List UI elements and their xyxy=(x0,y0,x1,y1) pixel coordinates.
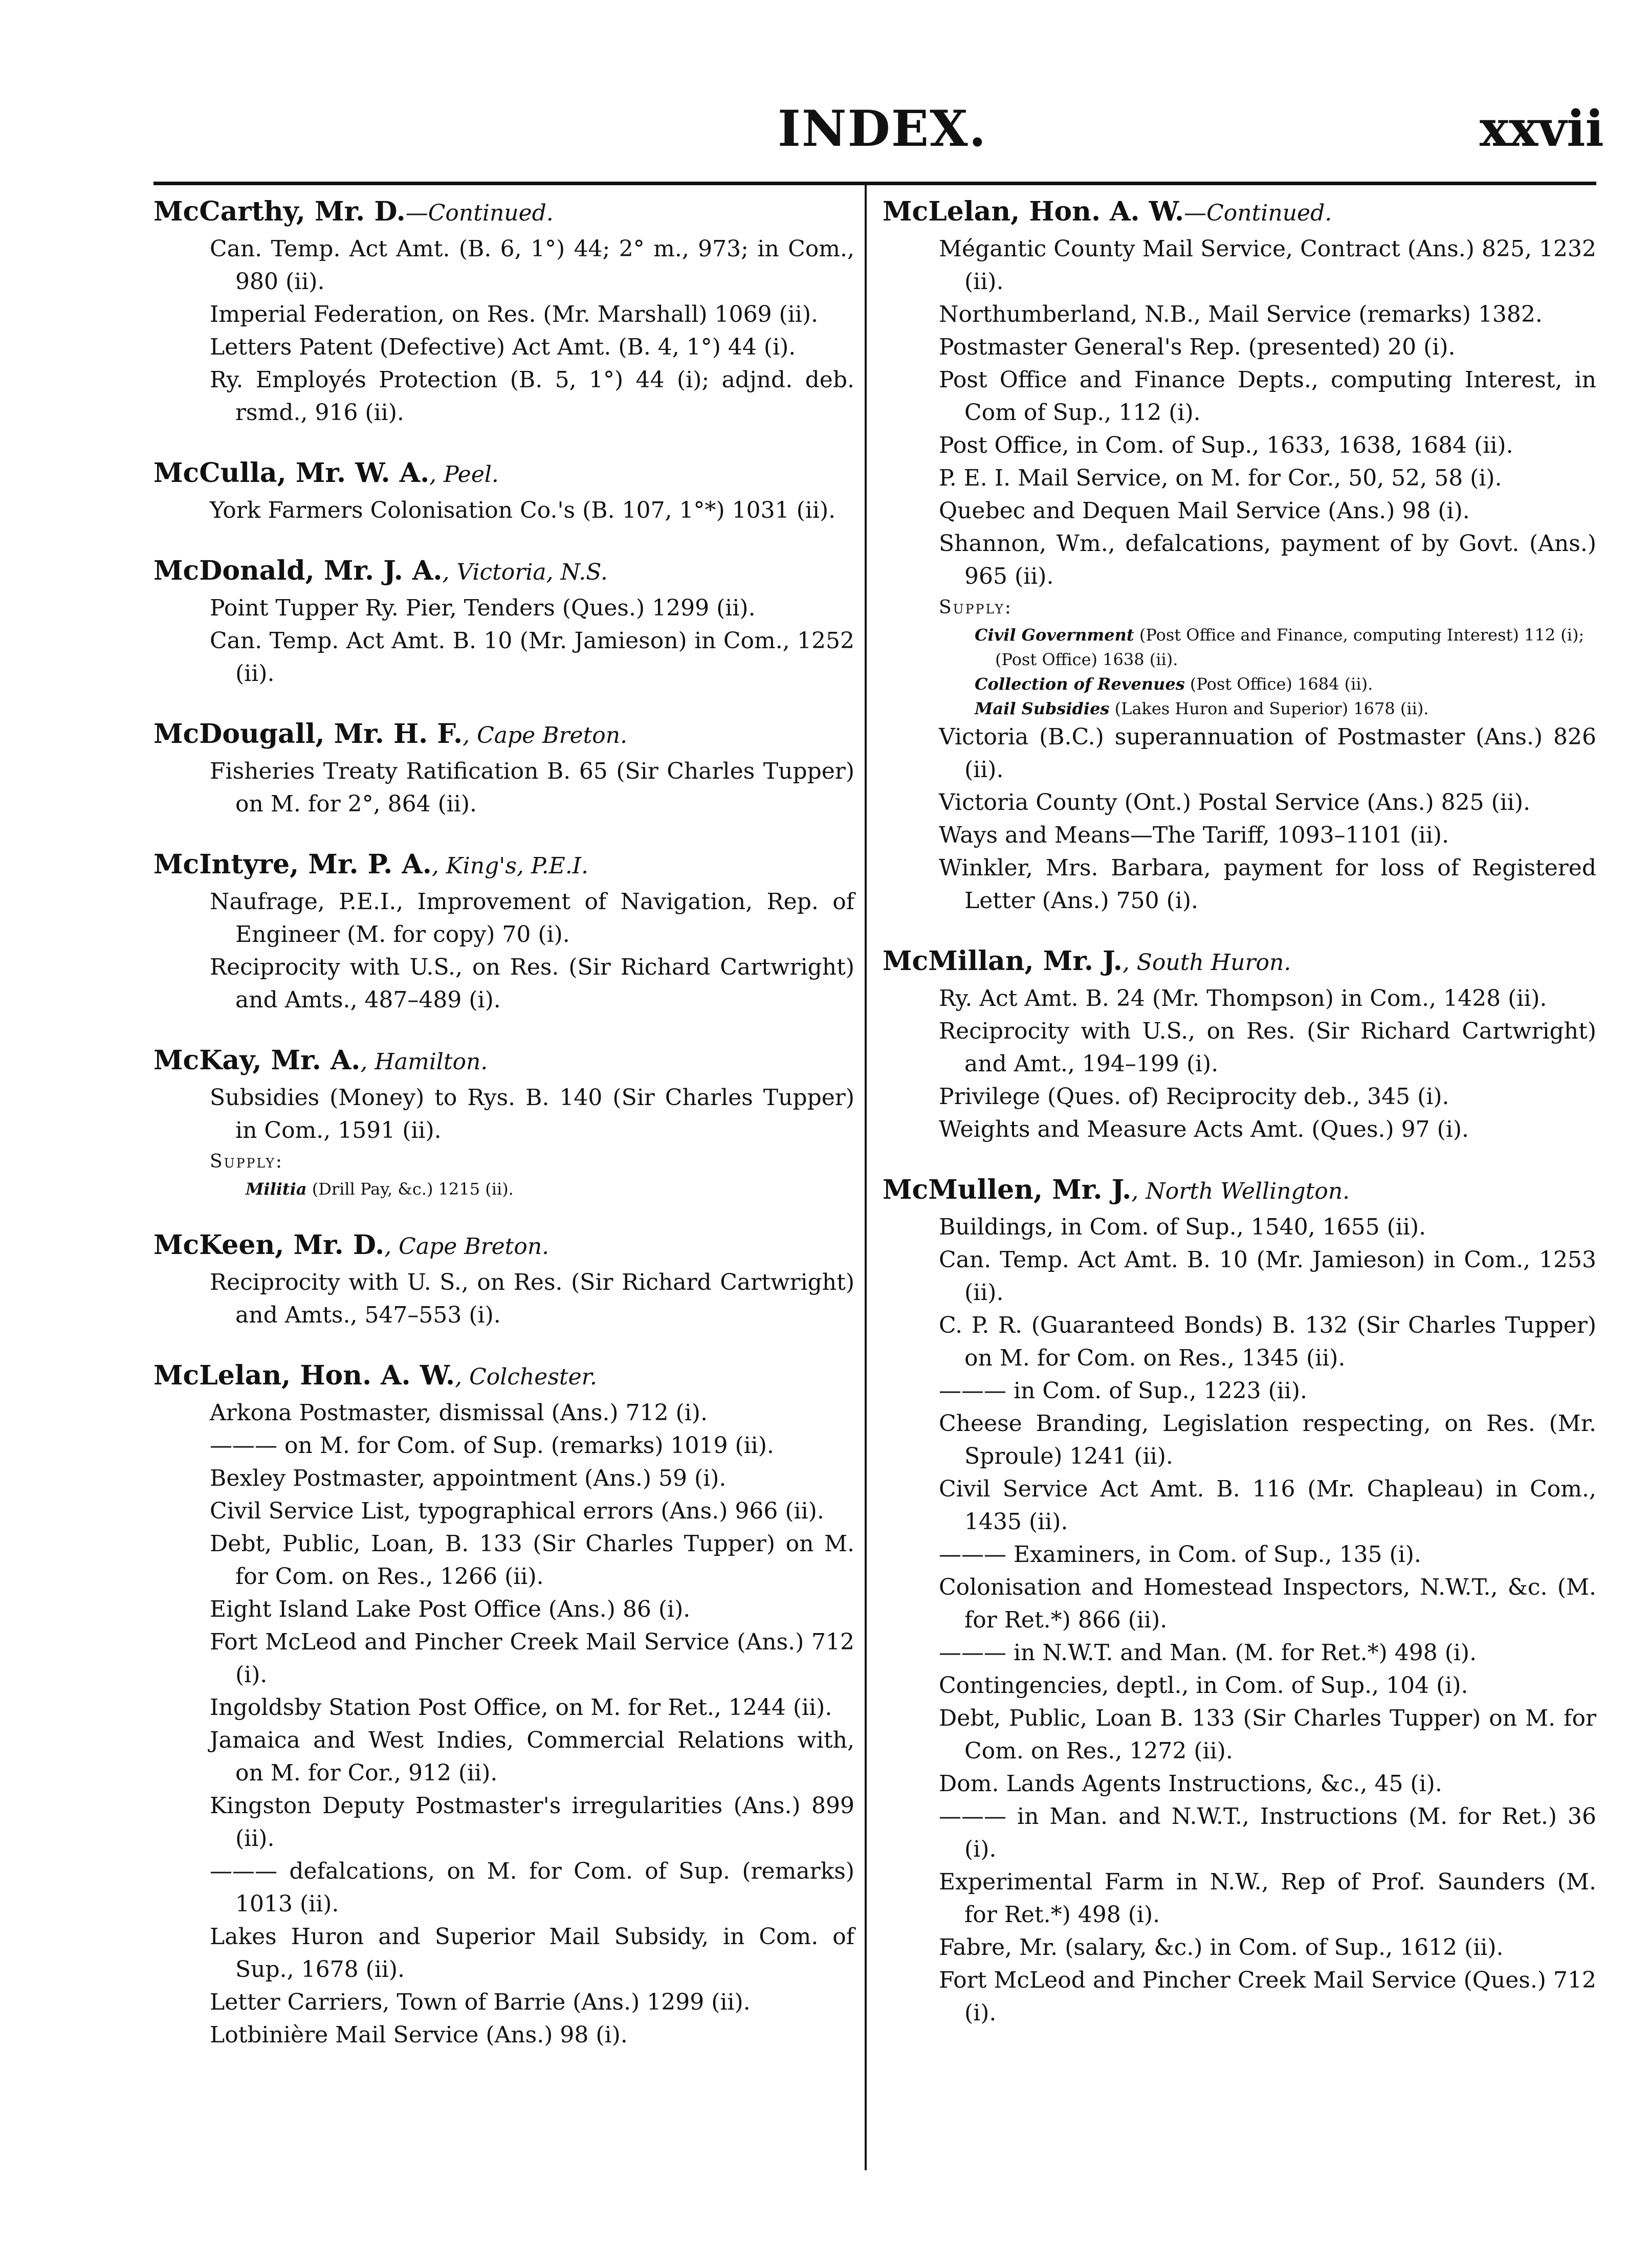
index-item: Postmaster General's Rep. (presented) 20 (i). xyxy=(939,334,1456,360)
member-name: McDonald, Mr. J. A. xyxy=(153,555,443,586)
index-item: Ry. Employés Protection (B. 5, 1°) 44 (i); adjnd. deb. rsmd., 916 (ii). xyxy=(210,367,854,426)
index-item: Winkler, Mrs. Barbara, payment for loss of Registered Letter (Ans.) 750 (i). xyxy=(939,855,1596,914)
supply-item xyxy=(246,1177,854,1201)
supply-heading: Militia xyxy=(246,1179,307,1199)
entry-heading xyxy=(883,944,1596,980)
page-title: INDEX. xyxy=(778,100,987,158)
index-item: Debt, Public, Loan B. 133 (Sir Charles Tupper) on M. for Com. on Res., 1272 (ii). xyxy=(939,1705,1596,1764)
entry-qualifier: , Colchester. xyxy=(455,1364,597,1390)
member-name: McKeen, Mr. D. xyxy=(153,1229,385,1261)
member-name: McKay, Mr. A. xyxy=(153,1045,361,1076)
index-item: Bexley Postmaster, appointment (Ans.) 59 (i). xyxy=(210,1465,727,1491)
entry-heading xyxy=(153,194,854,231)
index-item: Victoria (B.C.) superannuation of Postmaster (Ans.) 826 (ii). xyxy=(939,724,1596,783)
index-item: Privilege (Ques. of) Reciprocity deb., 345 (i). xyxy=(939,1084,1449,1110)
index-item: Subsidies (Money) to Rys. B. 140 (Sir Charles Tupper) in Com., 1591 (ii). xyxy=(210,1085,854,1143)
index-item: Civil Service Act Amt. B. 116 (Mr. Chapleau) in Com., 1435 (ii). xyxy=(939,1476,1596,1535)
supply-item xyxy=(975,696,1596,721)
index-item: ——— in Com. of Sup., 1223 (ii). xyxy=(939,1378,1308,1404)
supply-item xyxy=(975,623,1596,672)
index-item: Can. Temp. Act Amt. (B. 6, 1°) 44; 2° m., 973; in Com., 980 (ii). xyxy=(210,236,854,295)
index-item: Reciprocity with U.S., on Res. (Sir Richard Cartwright) and Amt., 194–199 (i). xyxy=(939,1018,1596,1077)
index-item: Jamaica and West Indies, Commercial Relations with, on M. for Cor., 912 (ii). xyxy=(210,1727,854,1786)
index-item: Lakes Huron and Superior Mail Subsidy, in Com. of Sup., 1678 (ii). xyxy=(210,1924,854,1983)
entry-qualifier: , Victoria, N.S. xyxy=(442,559,608,585)
index-entry xyxy=(153,456,854,527)
entry-qualifier: , Cape Breton. xyxy=(384,1234,549,1260)
index-item: Fisheries Treaty Ratification B. 65 (Sir Charles Tupper) on M. for 2°, 864 (ii). xyxy=(210,758,854,817)
index-entry xyxy=(153,1358,854,2052)
entry-heading xyxy=(153,456,854,492)
entry-qualifier: , King's, P.E.I. xyxy=(431,853,589,879)
index-entry xyxy=(153,554,854,690)
index-item: Fabre, Mr. (salary, &c.) in Com. of Sup., 1612 (ii). xyxy=(939,1934,1504,1961)
column-divider xyxy=(865,185,867,2170)
index-item: Dom. Lands Agents Instructions, &c., 45 (i). xyxy=(939,1771,1442,1797)
index-item: ——— Examiners, in Com. of Sup., 135 (i). xyxy=(939,1542,1421,1568)
index-item: Post Office, in Com. of Sup., 1633, 1638, 1684 (ii). xyxy=(939,432,1513,458)
supply-heading: Collection of Revenues xyxy=(975,674,1185,694)
member-name: McMullen, Mr. J. xyxy=(883,1174,1132,1205)
index-item: Letter Carriers, Town of Barrie (Ans.) 1299 (ii). xyxy=(210,1989,751,2015)
index-item: ——— in N.W.T. and Man. (M. for Ret.*) 498 (i). xyxy=(939,1640,1477,1666)
index-item: Northumberland, N.B., Mail Service (remarks) 1382. xyxy=(939,301,1543,327)
index-item: Debt, Public, Loan, B. 133 (Sir Charles Tupper) on M. for Com. on Res., 1266 (ii). xyxy=(210,1531,854,1590)
index-item: Quebec and Dequen Mail Service (Ans.) 98 (i). xyxy=(939,498,1470,524)
index-item: Colonisation and Homestead Inspectors, N.W.T., &c. (M. for Ret.*) 866 (ii). xyxy=(939,1574,1596,1633)
index-item: Victoria County (Ont.) Postal Service (Ans.) 825 (ii). xyxy=(939,789,1531,816)
header-rule xyxy=(153,182,1596,185)
index-entry xyxy=(153,194,854,429)
entry-qualifier: , South Huron. xyxy=(1122,950,1291,976)
member-name: McLelan, Hon. A. W. xyxy=(153,1360,455,1391)
index-item: Ry. Act Amt. B. 24 (Mr. Thompson) in Com., 1428 (ii). xyxy=(939,985,1547,1011)
index-item: Mégantic County Mail Service, Contract (Ans.) 825, 1232 (ii). xyxy=(939,236,1596,295)
member-name: McLelan, Hon. A. W. xyxy=(883,196,1184,227)
index-item: Imperial Federation, on Res. (Mr. Marshall) 1069 (ii). xyxy=(210,301,819,327)
index-entry xyxy=(153,717,854,821)
supply-item xyxy=(975,672,1596,696)
entry-heading xyxy=(153,554,854,590)
entry-heading xyxy=(153,1043,854,1080)
entry-qualifier: —Continued. xyxy=(1184,200,1332,226)
index-item: Arkona Postmaster, dismissal (Ans.) 712 (i). xyxy=(210,1400,708,1426)
index-item: Reciprocity with U. S., on Res. (Sir Richard Cartwright) and Amts., 547–553 (i). xyxy=(210,1269,854,1328)
index-item: Can. Temp. Act Amt. B. 10 (Mr. Jamieson) in Com., 1252 (ii). xyxy=(210,628,854,687)
entry-heading xyxy=(153,717,854,753)
index-item: Letters Patent (Defective) Act Amt. (B. 4, 1°) 44 (i). xyxy=(210,334,796,360)
entry-qualifier: , Hamilton. xyxy=(360,1049,488,1075)
index-item: ——— defalcations, on M. for Com. of Sup. (remarks) 1013 (ii). xyxy=(210,1858,854,1917)
member-name: McMillan, Mr. J. xyxy=(883,945,1123,977)
index-item: York Farmers Colonisation Co.'s (B. 107, 1°*) 1031 (ii). xyxy=(210,497,836,523)
supply-text: (Drill Pay, &c.) 1215 (ii). xyxy=(306,1179,514,1199)
supply-heading: Civil Government xyxy=(975,625,1134,645)
entry-qualifier: , Cape Breton. xyxy=(463,722,628,748)
supply-heading: Mail Subsidies xyxy=(975,699,1110,718)
entry-heading xyxy=(883,1173,1596,1209)
index-entry xyxy=(153,847,854,1017)
index-item: ——— on M. for Com. of Sup. (remarks) 1019 (ii). xyxy=(210,1433,774,1459)
supply-label: Supply: xyxy=(939,597,1013,618)
index-item: Post Office and Finance Depts., computing Interest, in Com of Sup., 112 (i). xyxy=(939,367,1596,426)
supply-text: (Post Office) 1684 (ii). xyxy=(1184,674,1373,694)
entry-heading xyxy=(153,1358,854,1395)
index-item: Ingoldsby Station Post Office, on M. for Ret., 1244 (ii). xyxy=(210,1694,832,1721)
index-item: Fort McLeod and Pincher Creek Mail Service (Ques.) 712 (i). xyxy=(939,1967,1596,2026)
entry-qualifier: , North Wellington. xyxy=(1131,1178,1350,1204)
index-item: C. P. R. (Guaranteed Bonds) B. 132 (Sir Charles Tupper) on M. for Com. on Res., 1345 (ii). xyxy=(939,1312,1596,1371)
left-column xyxy=(153,194,854,2078)
index-entry xyxy=(153,1043,854,1201)
page-header xyxy=(0,100,1650,177)
index-item: Naufrage, P.E.I., Improvement of Navigation, Rep. of Engineer (M. for copy) 70 (i). xyxy=(210,889,854,948)
index-item: Reciprocity with U.S., on Res. (Sir Richard Cartwright) and Amts., 487–489 (i). xyxy=(210,954,854,1013)
member-name: McIntyre, Mr. P. A. xyxy=(153,849,432,880)
entry-heading xyxy=(153,847,854,884)
page-number: xxvii xyxy=(1479,100,1604,158)
index-item: Can. Temp. Act Amt. B. 10 (Mr. Jamieson) in Com., 1253 (ii). xyxy=(939,1247,1596,1306)
right-column xyxy=(883,194,1596,2056)
supply-text: (Post Office and Finance, computing Interest) 112 (i); (Post Office) 1638 (ii). xyxy=(995,625,1585,669)
index-item: Lotbinière Mail Service (Ans.) 98 (i). xyxy=(210,2022,628,2048)
index-item: Ways and Means—The Tariff, 1093–1101 (ii). xyxy=(939,822,1449,848)
index-item: Point Tupper Ry. Pier, Tenders (Ques.) 1299 (ii). xyxy=(210,595,756,621)
index-item: Kingston Deputy Postmaster's irregularities (Ans.) 899 (ii). xyxy=(210,1793,854,1852)
index-item: Contingencies, deptl., in Com. of Sup., 104 (i). xyxy=(939,1672,1468,1699)
index-entry xyxy=(883,944,1596,1146)
index-item: Experimental Farm in N.W., Rep of Prof. Saunders (M. for Ret.*) 498 (i). xyxy=(939,1869,1596,1928)
index-item: Shannon, Wm., defalcations, payment of by Govt. (Ans.) 965 (ii). xyxy=(939,531,1596,589)
index-item: Civil Service List, typographical errors (Ans.) 966 (ii). xyxy=(210,1498,824,1524)
index-item: P. E. I. Mail Service, on M. for Cor., 50, 52, 58 (i). xyxy=(939,465,1502,491)
index-item: Fort McLeod and Pincher Creek Mail Service (Ans.) 712 (i). xyxy=(210,1629,854,1688)
index-item: Cheese Branding, Legislation respecting, on Res. (Mr. Sproule) 1241 (ii). xyxy=(939,1411,1596,1469)
index-item: Eight Island Lake Post Office (Ans.) 86 (i). xyxy=(210,1596,691,1622)
entry-qualifier: , Peel. xyxy=(429,461,499,488)
supply-text: (Lakes Huron and Superior) 1678 (ii). xyxy=(1109,699,1429,718)
entry-qualifier: —Continued. xyxy=(405,200,554,226)
index-entry xyxy=(883,1173,1596,2030)
entry-heading xyxy=(153,1228,854,1264)
index-entry xyxy=(883,194,1596,917)
entry-heading xyxy=(883,194,1596,231)
index-item: Buildings, in Com. of Sup., 1540, 1655 (ii). xyxy=(939,1214,1426,1240)
index-entry xyxy=(153,1228,854,1332)
member-name: McDougall, Mr. H. F. xyxy=(153,718,463,750)
member-name: McCarthy, Mr. D. xyxy=(153,196,406,227)
index-item: ——— in Man. and N.W.T., Instructions (M. for Ret.) 36 (i). xyxy=(939,1803,1596,1862)
supply-label: Supply: xyxy=(210,1151,284,1172)
index-item: Weights and Measure Acts Amt. (Ques.) 97 (i). xyxy=(939,1116,1469,1142)
member-name: McCulla, Mr. W. A. xyxy=(153,457,430,489)
